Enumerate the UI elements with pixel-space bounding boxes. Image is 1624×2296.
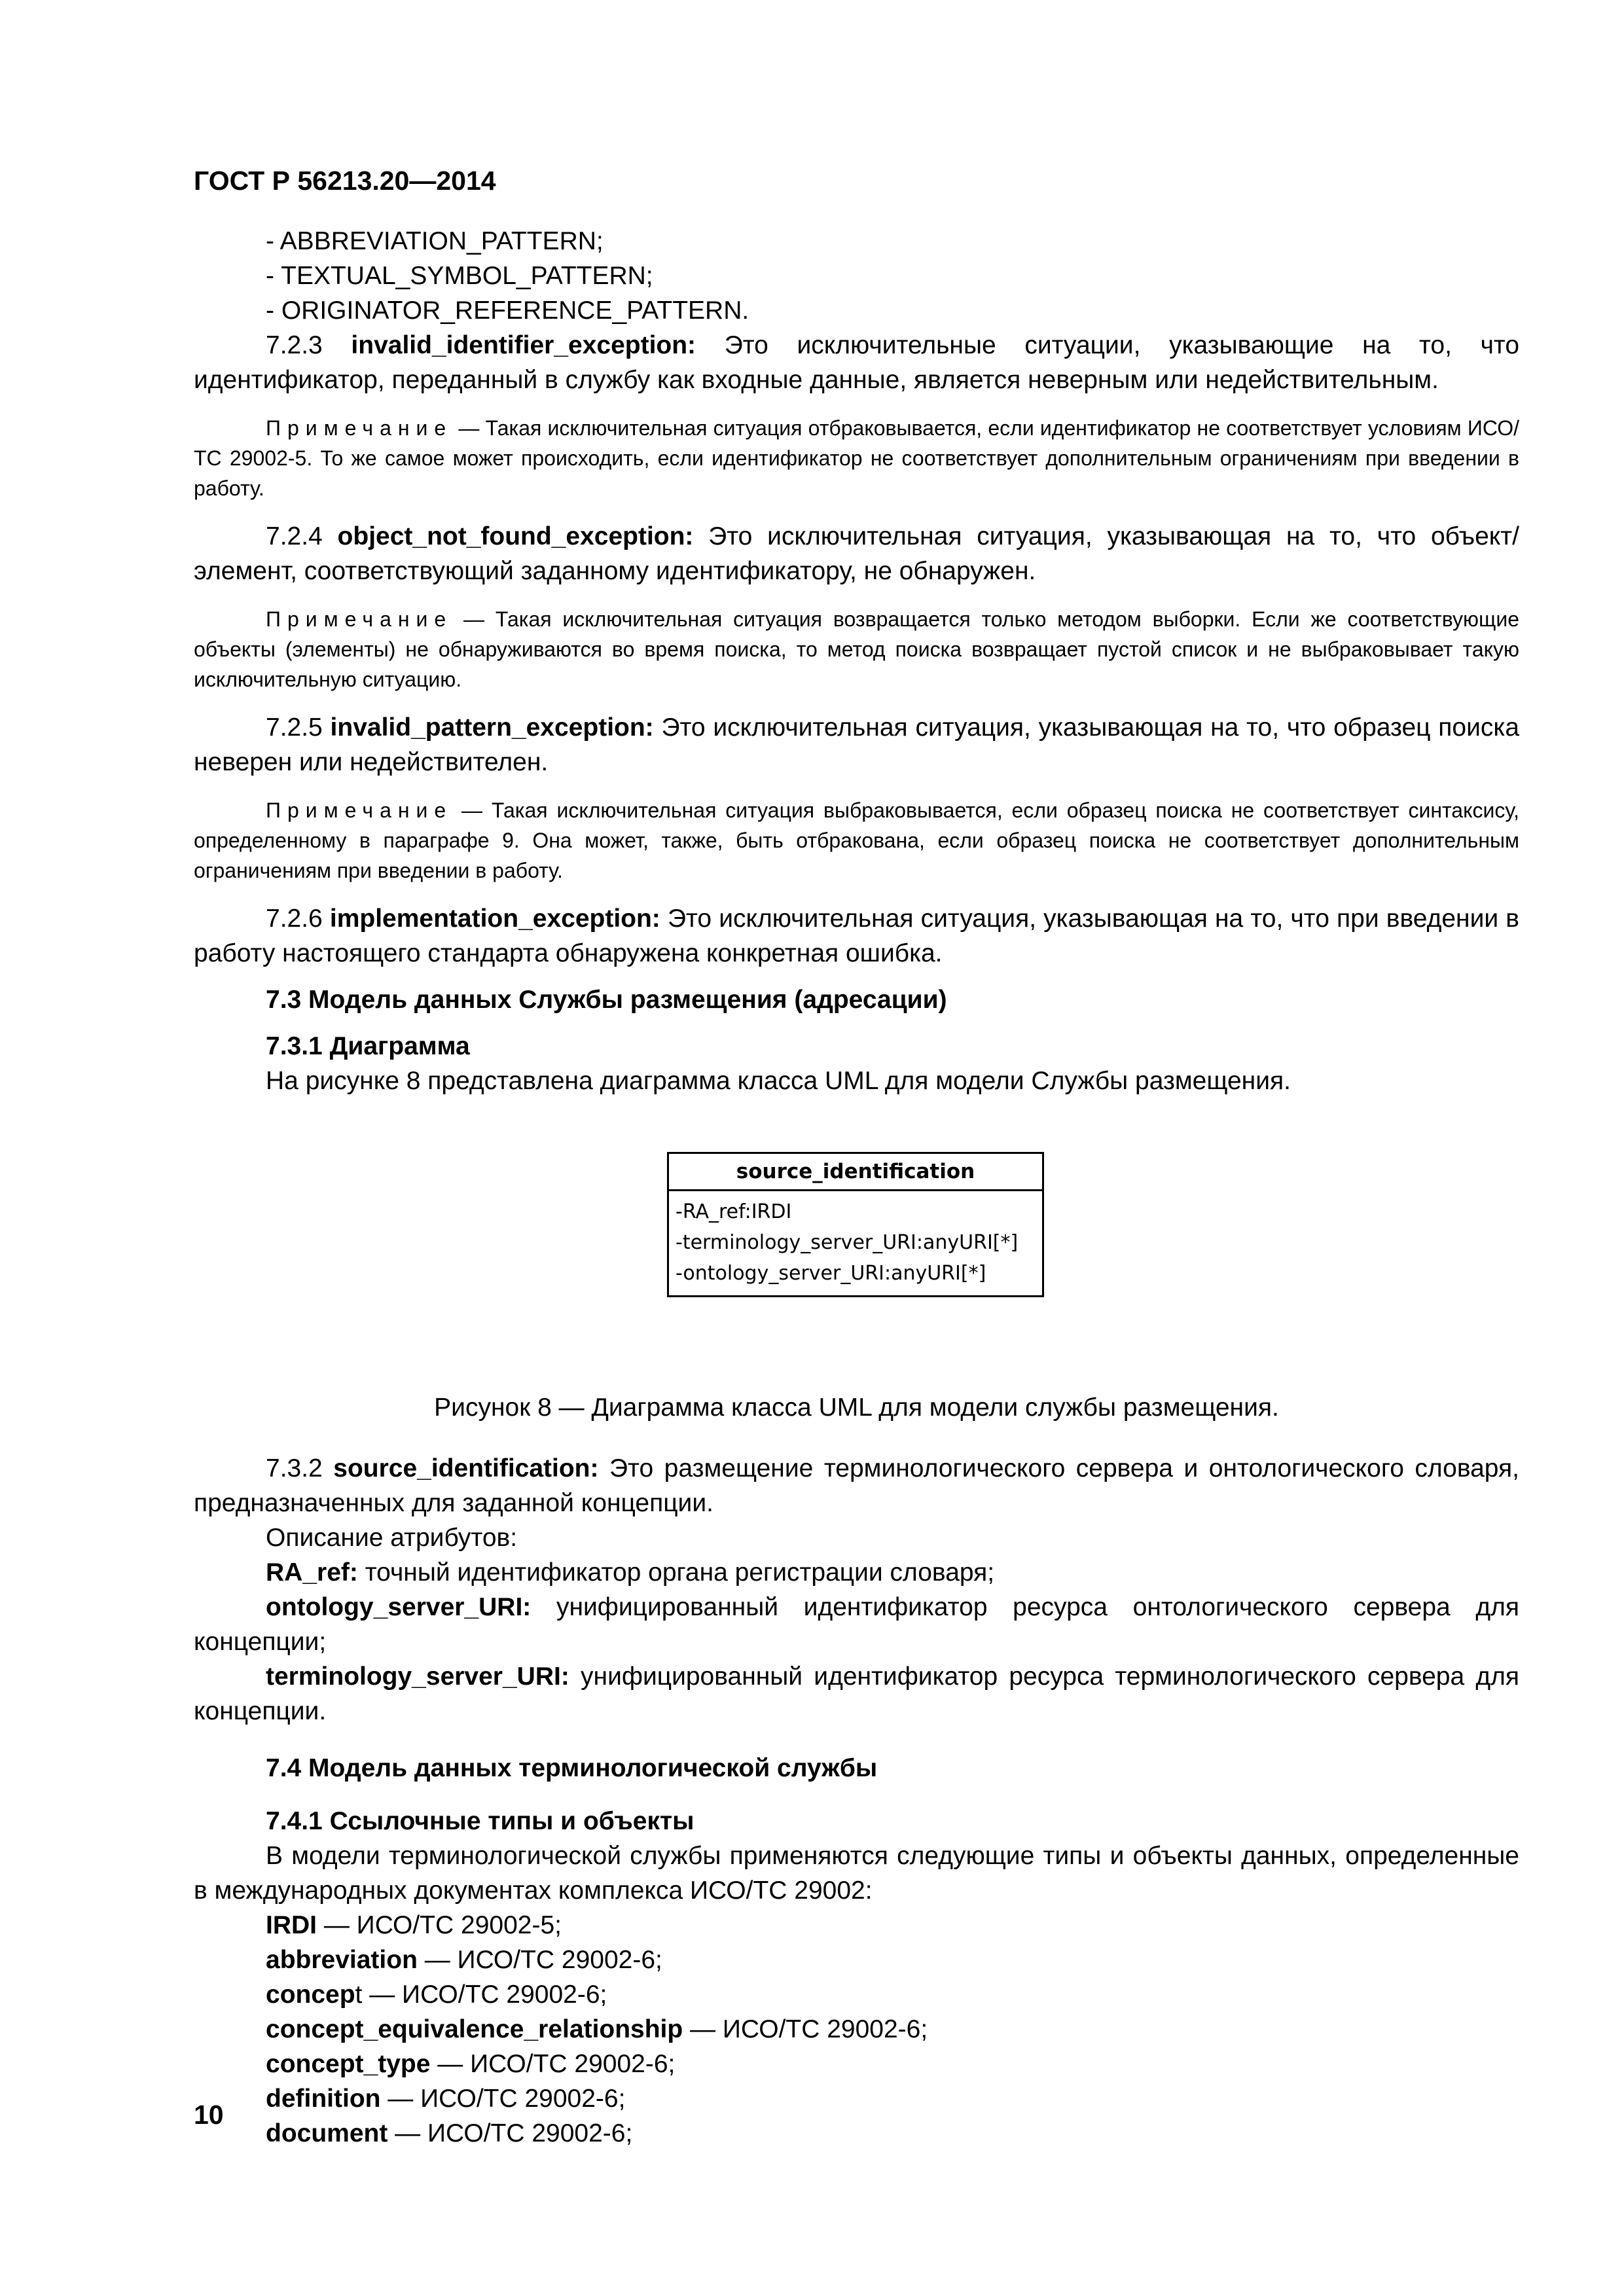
note bbox=[194, 795, 1519, 886]
note-label: Примечание bbox=[266, 607, 453, 631]
attributes-intro: Описание атрибутов: bbox=[266, 1524, 518, 1552]
paragraph-7-4-1: В модели терминологической службы применяются следующие типы и объекты данных, определенные в международных документах комплекса ИСО/ТС 29002: bbox=[194, 1842, 1519, 1905]
term: invalid_identifier_exception: bbox=[351, 331, 696, 359]
paragraph-7-2-3 bbox=[194, 328, 1519, 397]
clause-number: 7.3.2 bbox=[266, 1454, 334, 1482]
note bbox=[194, 604, 1519, 694]
reference-item bbox=[194, 1943, 1519, 1977]
term: IRDI bbox=[266, 1911, 317, 1939]
section-heading-7-3: 7.3 Модель данных Службы размещения (адресации) bbox=[266, 986, 947, 1014]
uml-attributes bbox=[669, 1191, 1042, 1295]
section-heading-7-4: 7.4 Модель данных терминологической службы bbox=[266, 1754, 878, 1782]
reference-item bbox=[194, 1908, 1519, 1943]
reference-text: — ИСО/ТС 29002-6; bbox=[417, 1946, 662, 1974]
subsection-heading-7-3-1: 7.3.1 Диаграмма bbox=[266, 1032, 470, 1060]
uml-class-box bbox=[667, 1152, 1044, 1297]
note-label: Примечание bbox=[266, 798, 453, 822]
attribute-terminology-server bbox=[194, 1659, 1519, 1729]
document-header: ГОСТ Р 56213.20—2014 bbox=[194, 166, 496, 196]
paragraph-7-2-5 bbox=[194, 710, 1519, 780]
note-text: — Такая исключительная ситуация возвращается только методом выборки. Если же соответствующие объекты (элементы) не обнаруживаются во время поиска, то метод поиска возвращает пустой список и не выбраковывает такую исключительную ситуацию. bbox=[194, 607, 1519, 691]
note-text: — Такая исключительная ситуация отбраковывается, если идентификатор не соответствует условиям ИСО/ТС 29002-5. То же самое может происходить, если идентификатор не соответствует дополнительным ограничениям при введении в работу. bbox=[194, 416, 1519, 500]
clause-number: 7.2.3 bbox=[266, 331, 352, 359]
term: RA_ref: bbox=[266, 1558, 358, 1587]
uml-attribute: -terminology_server_URI:anyURI[*] bbox=[676, 1231, 1019, 1254]
attribute-ra-ref bbox=[194, 1555, 1519, 1590]
reference-item bbox=[194, 2116, 1519, 2151]
term: terminology_server_URI: bbox=[266, 1662, 569, 1691]
reference-text: — ИСО/ТС 29002-6; bbox=[683, 2015, 928, 2043]
clause-text: Это исключительная ситуация, указывающая на то, что объект/элемент, соответствующий заданному идентификатору, не обнаружен. bbox=[194, 522, 1519, 585]
clause-number: 7.2.4 bbox=[266, 522, 338, 550]
attribute-text: унифицированный идентификатор ресурса онтологического сервера для концепции; bbox=[194, 1593, 1519, 1656]
paragraph-7-3-1: На рисунке 8 представлена диаграмма класса UML для модели Службы размещения. bbox=[266, 1067, 1291, 1095]
reference-text: — ИСО/ТС 29002-6; bbox=[380, 2085, 626, 2113]
clause-number: 7.2.6 bbox=[266, 905, 330, 933]
attribute-text: точный идентификатор органа регистрации словаря; bbox=[357, 1558, 995, 1587]
term: ontology_server_URI: bbox=[266, 1593, 532, 1621]
clause-text: Это исключительная ситуация, указывающая на то, что при введении в работу настоящего стандарта обнаружена конкретная ошибка. bbox=[194, 905, 1519, 967]
note bbox=[194, 413, 1519, 503]
term: implementation_exception: bbox=[329, 905, 660, 933]
pattern-item: - ORIGINATOR_REFERENCE_PATTERN. bbox=[266, 296, 749, 325]
reference-item bbox=[194, 2047, 1519, 2081]
reference-text: t — ИСО/ТС 29002-6; bbox=[355, 1981, 607, 2009]
reference-text: — ИСО/ТС 29002-6; bbox=[388, 2119, 633, 2147]
uml-attribute: -RA_ref:IRDI bbox=[676, 1200, 792, 1223]
reference-text: — ИСО/ТС 29002-6; bbox=[430, 2050, 676, 2078]
figure-caption: Рисунок 8 — Диаграмма класса UML для модели службы размещения. bbox=[434, 1393, 1279, 1422]
clause-text: Это размещение терминологического сервера и онтологического словаря, предназначенных для заданной концепции. bbox=[194, 1454, 1519, 1517]
clause-number: 7.2.5 bbox=[266, 713, 331, 742]
term: invalid_pattern_exception: bbox=[330, 713, 654, 742]
reference-item bbox=[194, 2012, 1519, 2047]
reference-text: — ИСО/ТС 29002-5; bbox=[317, 1911, 562, 1939]
paragraph-7-3-2 bbox=[194, 1451, 1519, 1520]
pattern-item: - ABBREVIATION_PATTERN; bbox=[266, 227, 604, 255]
subsection-heading-7-4-1: 7.4.1 Ссылочные типы и объекты bbox=[266, 1807, 695, 1835]
term: concep bbox=[266, 1981, 355, 2009]
uml-diagram bbox=[194, 1111, 1519, 1367]
clause-text: Это исключительная ситуация, указывающая на то, что образец поиска неверен или недействителен. bbox=[194, 713, 1520, 776]
paragraph-7-2-4 bbox=[194, 519, 1519, 588]
term: abbreviation bbox=[266, 1946, 418, 1974]
paragraph-7-2-6 bbox=[194, 901, 1519, 971]
note-label: Примечание bbox=[266, 416, 453, 440]
term: object_not_found_exception: bbox=[337, 522, 694, 550]
term: concept_type bbox=[266, 2050, 431, 2078]
reference-item bbox=[194, 1977, 1519, 2012]
note-text: — Такая исключительная ситуация выбраковывается, если образец поиска не соответствует синтаксису, определенному в параграфе 9. Она может, также, быть отбракована, если образец поиска не соответствует дополнительным ограничениям при введении в работу. bbox=[194, 798, 1519, 882]
term: definition bbox=[266, 2085, 381, 2113]
pattern-item: - TEXTUAL_SYMBOL_PATTERN; bbox=[266, 262, 653, 290]
term: concept_equivalence_relationship bbox=[266, 2015, 683, 2043]
clause-text: Это исключительные ситуации, указывающие на то, что идентификатор, переданный в службу как входные данные, является неверным или недействительным. bbox=[194, 331, 1520, 394]
term: document bbox=[266, 2119, 388, 2147]
attribute-text: унифицированный идентификатор ресурса терминологического сервера для концепции. bbox=[194, 1662, 1519, 1725]
document-page bbox=[194, 164, 1519, 2151]
uml-class-name: source_identification bbox=[669, 1154, 1042, 1191]
term: source_identification: bbox=[333, 1454, 599, 1482]
attribute-ontology-server bbox=[194, 1590, 1519, 1659]
uml-attribute: -ontology_server_URI:anyURI[*] bbox=[676, 1262, 986, 1285]
reference-item bbox=[194, 2081, 1519, 2116]
page-number: 10 bbox=[194, 2100, 224, 2130]
